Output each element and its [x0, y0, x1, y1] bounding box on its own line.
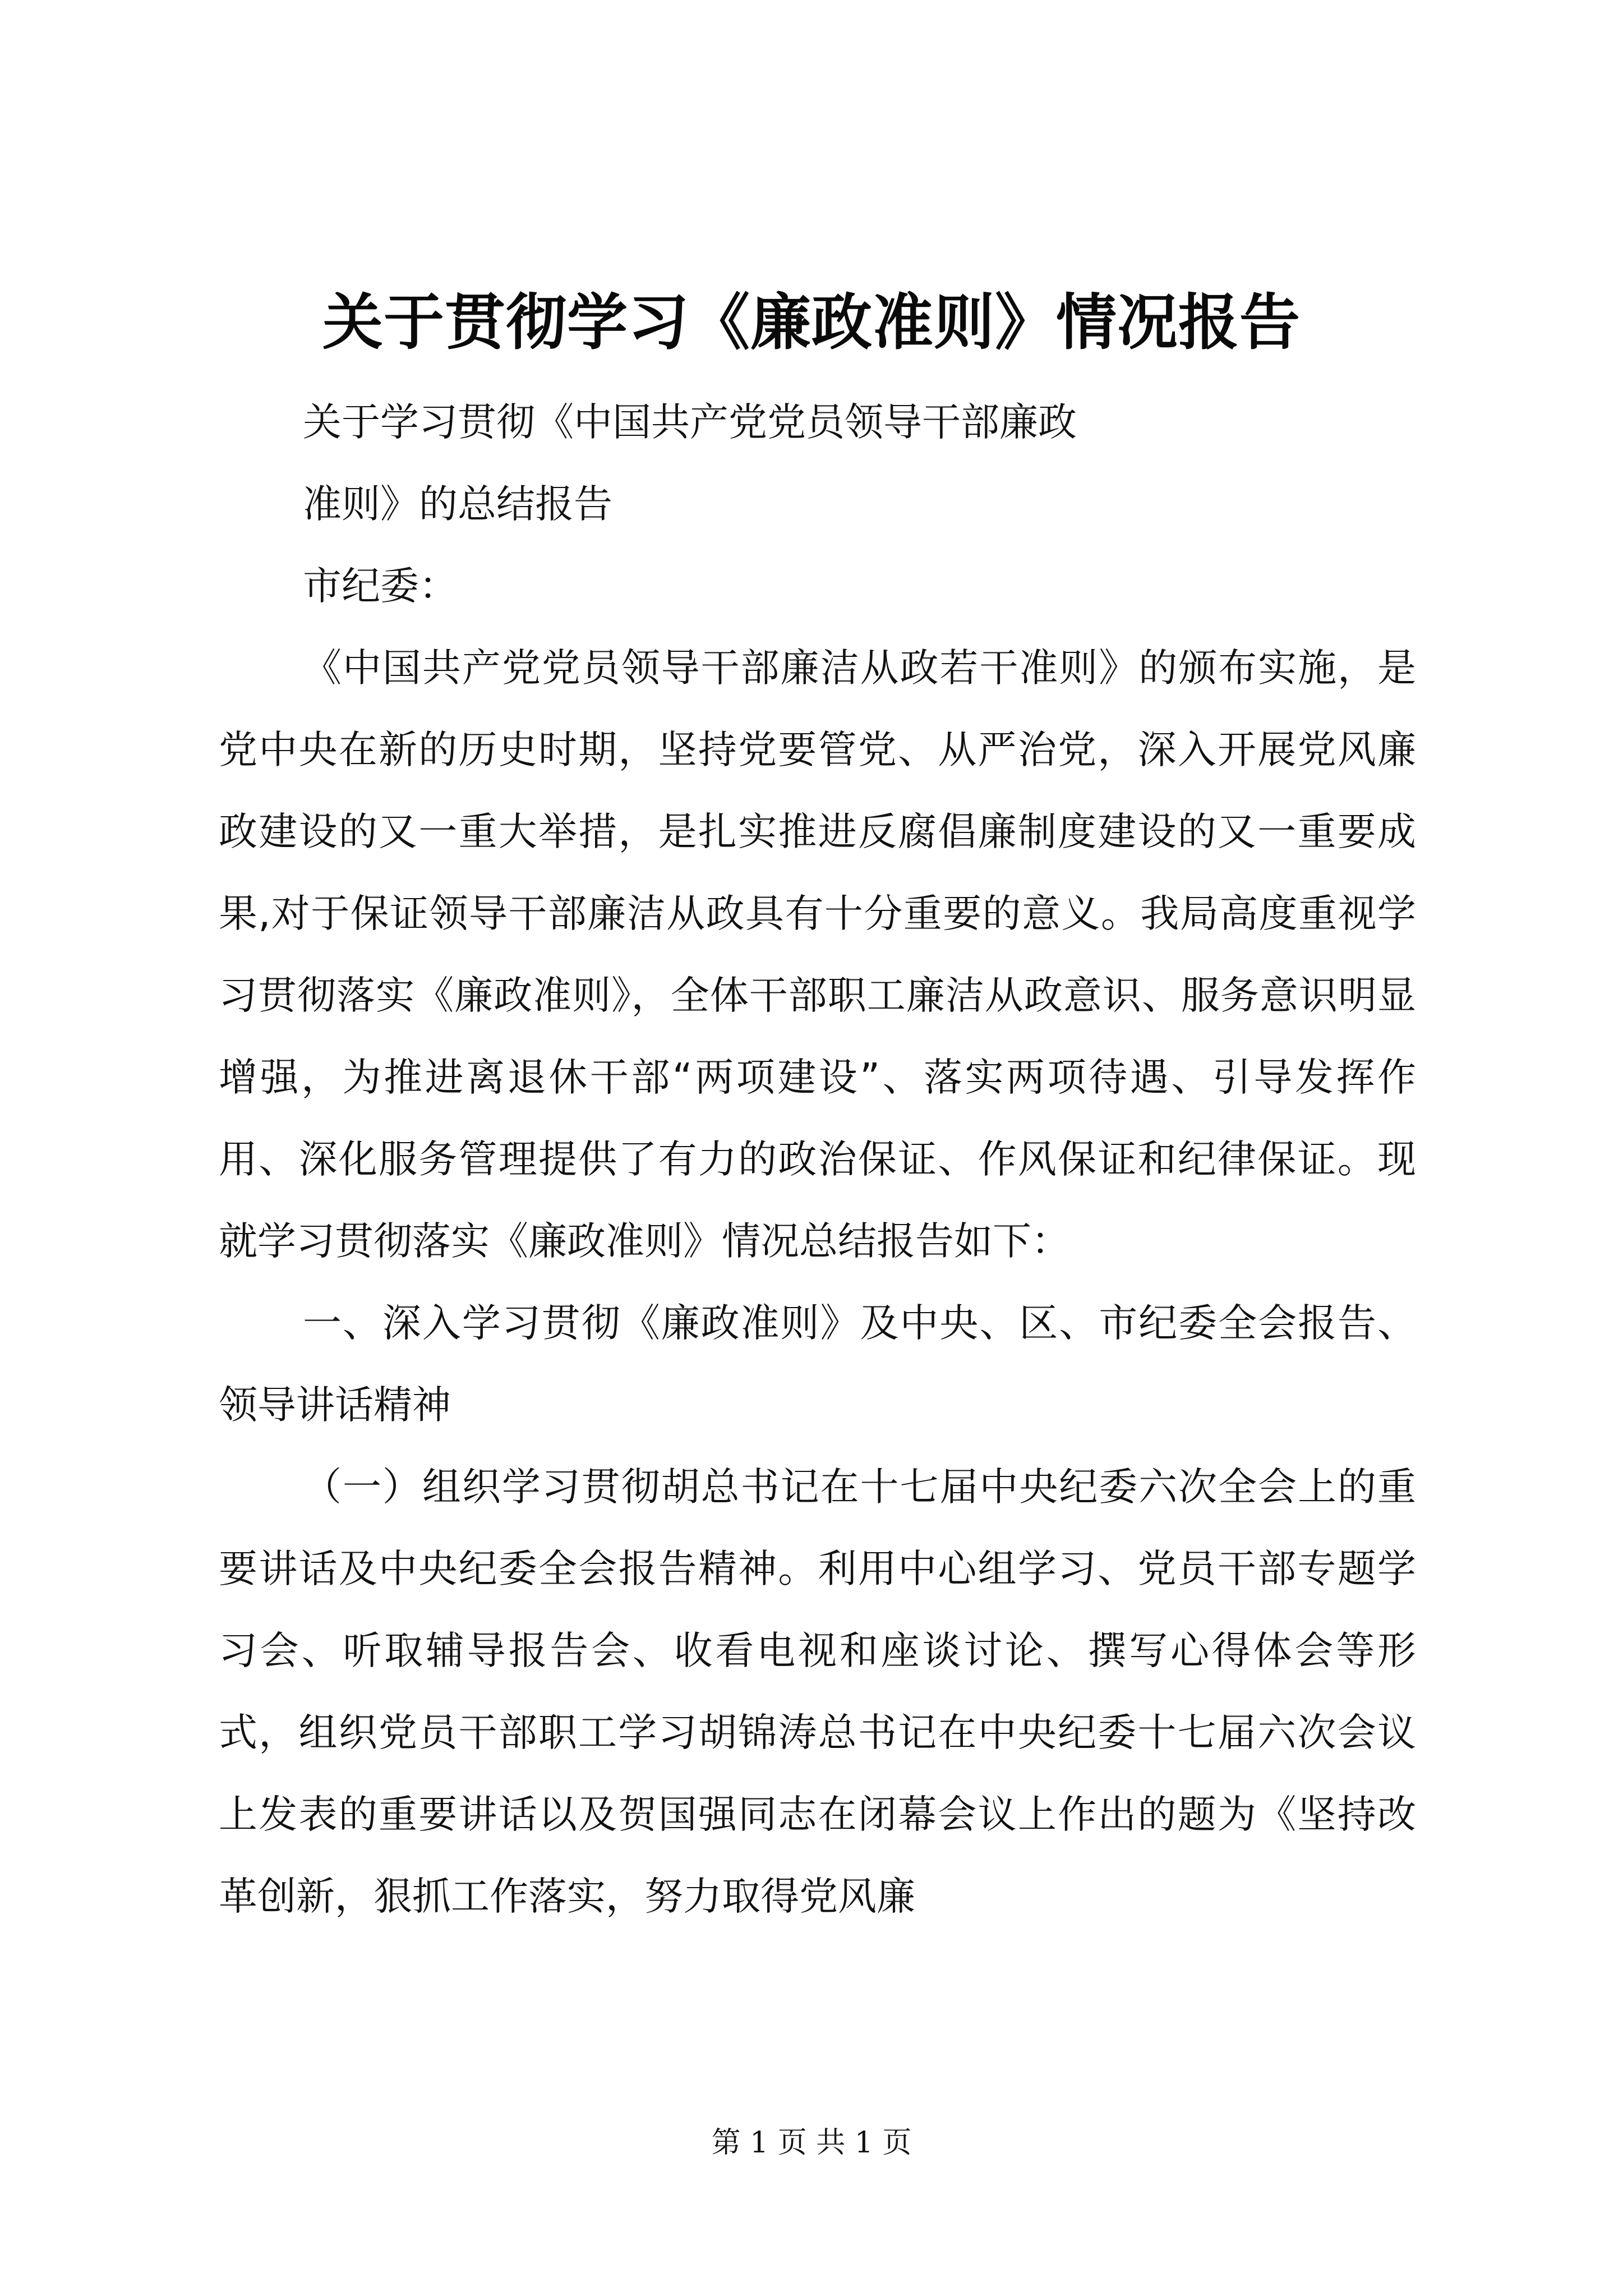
- document-body: [219, 381, 1416, 1938]
- paragraph-section-1-item-1: （一）组织学习贯彻胡总书记在十七届中央纪委六次全会上的重要讲话及中央纪委全会报告精神。利用中心组学习、党员干部专题学习会、听取辅导报告会、收看电视和座谈讨论、撰写心得体会等形式，组织党员干部职工学习胡锦涛总书记在中央纪委十七届六次会议上发表的重要讲话以及贺国强同志在闭幕会议上作出的题为《坚持改革创新，狠抓工作落实，努力取得党风廉: [219, 1465, 1416, 1919]
- page-number-footer: 第 1 页 共 1 页: [711, 2126, 912, 2160]
- subtitle-line-1: 关于学习贯彻《中国共产党党员领导干部廉政: [303, 400, 1077, 445]
- document-title: 关于贯彻学习《廉政准则》情况报告: [322, 287, 1301, 358]
- paragraph-intro: 《中国共产党党员领导干部廉洁从政若干准则》的颁布实施，是党中央在新的历史时期，坚持党要管党、从严治党，深入开展党风廉政建设的又一重大举措，是扎实推进反腐倡廉制度建设的又一重要成果,对于保证领导干部廉洁从政具有十分重要的意义。我局高度重视学习贯彻落实《廉政准则》，全体干部职工廉洁从政意识、服务意识明显增强，为推进离退休干部“两项建设”、落实两项待遇、引导发挥作用、深化服务管理提供了有力的政治保证、作风保证和纪律保证。现就学习贯彻落实《廉政准则》情况总结报告如下：: [219, 646, 1416, 1264]
- subtitle-line-2: 准则》的总结报告: [303, 482, 612, 527]
- salutation: 市纪委：: [303, 564, 458, 609]
- section-heading-1: 一、深入学习贯彻《廉政准则》及中央、区、市纪委全会报告、领导讲话精神: [219, 1301, 1416, 1428]
